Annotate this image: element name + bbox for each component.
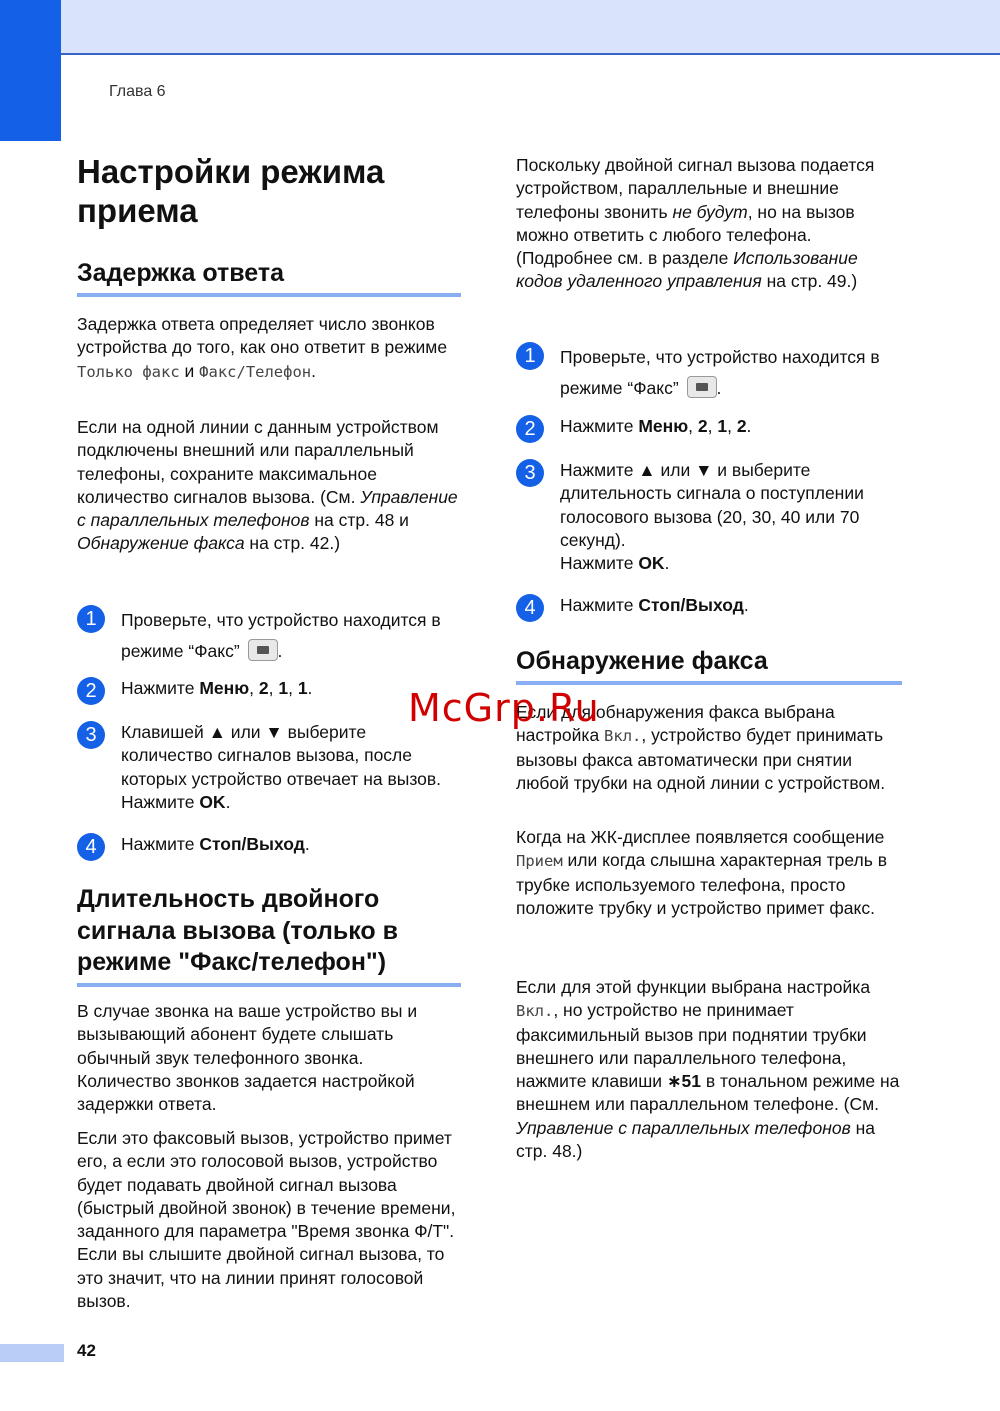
header-band [0, 0, 1000, 53]
step-text-press: Нажмите [121, 791, 200, 812]
detect-p2-end: или когда слышна характерная трель в трубке используемого телефона, просто положите трубку и устройство примет факс. [516, 850, 887, 918]
xref-parallel-phones[interactable]: Управление с параллельных телефонов [77, 486, 458, 531]
chapter-label: Глава 6 [109, 83, 166, 100]
lcd-receive-message: Прием [516, 852, 563, 871]
menu-key: Меню [199, 678, 250, 698]
separator: . [664, 553, 670, 574]
footer-band [0, 1344, 64, 1362]
step-number-badge: 2 [516, 415, 544, 443]
separator: , [727, 416, 737, 436]
step-number-badge: 3 [77, 721, 105, 749]
xref-remote-codes[interactable]: Использование кодов удаленного управления [516, 248, 858, 292]
page-title-line-2: приема [77, 192, 198, 229]
delay-step-4 [77, 833, 461, 856]
detect-paragraph-3 [516, 976, 902, 1163]
intro-text-end: на стр. 49.) [761, 271, 858, 292]
page-title-line-1: Настройки режима [77, 153, 385, 190]
mode-fax-tel: Факс/Телефон [199, 362, 312, 381]
detect-p1-text: Если для обнаружения факса выбрана настройка [516, 702, 835, 746]
detect-p3-mid-2: в тональном режиме на внешнем или параллельном телефоне. (См. [516, 1071, 900, 1115]
delay-p2-text: Если на одной линии с данным устройством подключены внешний или параллельный телефоны, сохраните максимальное количество сигналов вызова. (См. [77, 417, 439, 507]
step-number-badge: 4 [516, 594, 544, 622]
separator: , [268, 678, 279, 698]
setting-on: Вкл. [516, 1002, 554, 1021]
ring-step-1 [516, 342, 902, 404]
detect-p1-end: , устройство будет принимать вызовы факса автоматически при снятии любой трубки на одной линии с устройством. [516, 725, 886, 793]
separator: . [304, 834, 310, 854]
step-text: Проверьте, что устройство находится в режиме “Факс” [560, 347, 880, 398]
ring-step-4 [516, 594, 902, 617]
detect-p3-text: Если для этой функции выбрана настройка [516, 977, 871, 997]
delay-p2-end: на стр. 42.) [244, 533, 341, 554]
chapter-tab [0, 0, 61, 141]
remote-code-key: ∗51 [666, 1071, 702, 1092]
fax-mode-icon [248, 639, 278, 661]
ring-heading-line-3: режиме "Факс/телефон") [77, 948, 387, 976]
detect-p3-mid: , но устройство не принимает факсимильный вызов при поднятии трубки внешнего или параллельного телефона, нажмите клавиши [516, 1000, 867, 1092]
ring-heading-line-1: Длительность двойного [77, 885, 380, 913]
detect-heading: Обнаружение факса [516, 646, 902, 685]
section-detect-heading [516, 646, 902, 685]
intro-text: Поскольку двойной сигнал вызова подается устройством, параллельные и внешние телефоны звонить [516, 155, 875, 222]
delay-p1-text: Задержка ответа определяет число звонков устройства до того, как оно ответит в режиме [77, 314, 448, 358]
ring-p1-text: В случае звонка на ваше устройство вы и вызывающий абонент будете слышать обычный звук телефонного звонка. Количество звонков задается настройкой задержки ответа. [77, 1001, 418, 1115]
delay-paragraph-2 [77, 416, 461, 556]
separator: , [707, 416, 718, 436]
stop-exit-key: Стоп/Выход [638, 595, 744, 615]
step-number-badge: 1 [77, 605, 105, 633]
delay-heading: Задержка ответа [77, 258, 461, 297]
step-text: Нажмите [560, 595, 639, 615]
separator: . [743, 595, 749, 615]
step-number-badge: 3 [516, 459, 544, 487]
separator: , [249, 678, 259, 698]
key-2: 1 [278, 678, 289, 698]
step-number-badge: 1 [516, 342, 544, 370]
detect-paragraph-2 [516, 826, 902, 920]
step-text-end: . [716, 378, 722, 398]
key-2: 1 [717, 416, 728, 436]
page-title [77, 152, 461, 230]
xref-fax-detect[interactable]: Обнаружение факса [77, 533, 245, 554]
ring-paragraph-2 [77, 1127, 461, 1313]
step-number-badge: 4 [77, 833, 105, 861]
delay-step-3 [77, 721, 461, 814]
separator: . [746, 416, 752, 436]
delay-step-1 [77, 605, 461, 667]
page-number: 42 [77, 1341, 96, 1360]
key-3: 2 [736, 416, 747, 436]
step-text: Нажмите ▲ или ▼ и выберите длительность сигнала о поступлении голосового вызова (20, 30, 40 или 70 секунд). [560, 460, 864, 550]
stop-exit-key: Стоп/Выход [199, 834, 305, 854]
mode-fax-only: Только факс [77, 362, 180, 381]
delay-step-2 [77, 677, 461, 700]
separator: , [288, 678, 298, 698]
menu-key: Меню [638, 416, 689, 436]
detect-p2-text: Когда на ЖК-дисплее появляется сообщение [516, 827, 885, 847]
ok-key: OK [199, 791, 226, 812]
key-3: 1 [297, 678, 308, 698]
ring-heading-line-2: сигнала вызова (только в [77, 916, 399, 945]
key-1: 2 [258, 678, 269, 698]
detect-p3-end: на стр. 48.) [516, 1117, 875, 1162]
step-text: Нажмите [560, 416, 639, 436]
intro-text-mid: , но на вызов можно ответить с любого телефона. (Подробнее см. в разделе [516, 201, 855, 269]
step-text: Нажмите [121, 678, 200, 698]
ring-paragraph-1 [77, 1000, 461, 1116]
step-text: Проверьте, что устройство находится в режиме “Факс” [121, 610, 441, 661]
section-ring-heading [77, 884, 461, 987]
header-rule [60, 53, 1000, 55]
setting-on: Вкл. [604, 727, 642, 746]
step-text-end: . [277, 641, 283, 661]
intro-emphasis: не будут [672, 201, 748, 222]
section-delay-heading [77, 258, 461, 297]
ring-intro-paragraph [516, 154, 902, 294]
ok-key: OK [638, 553, 665, 574]
separator: , [688, 416, 698, 436]
ring-step-3 [516, 459, 902, 575]
separator: . [307, 678, 313, 698]
ring-step-2 [516, 415, 902, 438]
separator: . [225, 791, 231, 812]
ring-p2-text: Если это факсовый вызов, устройство примет его, а если это голосовой вызов, устройство будет подавать двойной сигнал вызова (быстрый двойной звонок) в течение времени, заданного для параметра "Время звонка Ф/Т". Если вы слышите двойной сигнал вызова, то это значит, что на линии принят голосовой вызов. [77, 1128, 456, 1312]
step-text: Клавишей ▲ или ▼ выберите количество сигналов вызова, после которых устройство отвечает на вызов. [121, 722, 442, 789]
key-1: 2 [697, 416, 708, 436]
watermark: McGrp.Ru [408, 686, 600, 730]
delay-p1-end: . [311, 360, 317, 381]
step-text-press: Нажмите [560, 553, 639, 574]
xref-parallel-phones[interactable]: Управление с параллельных телефонов [516, 1117, 851, 1138]
ring-heading [77, 884, 461, 987]
step-number-badge: 2 [77, 677, 105, 705]
step-text: Нажмите [121, 834, 200, 854]
fax-mode-icon [687, 376, 717, 398]
delay-paragraph-1 [77, 313, 461, 384]
delay-p2-mid: на стр. 48 и [309, 510, 409, 531]
delay-p1-and: и [179, 360, 200, 381]
